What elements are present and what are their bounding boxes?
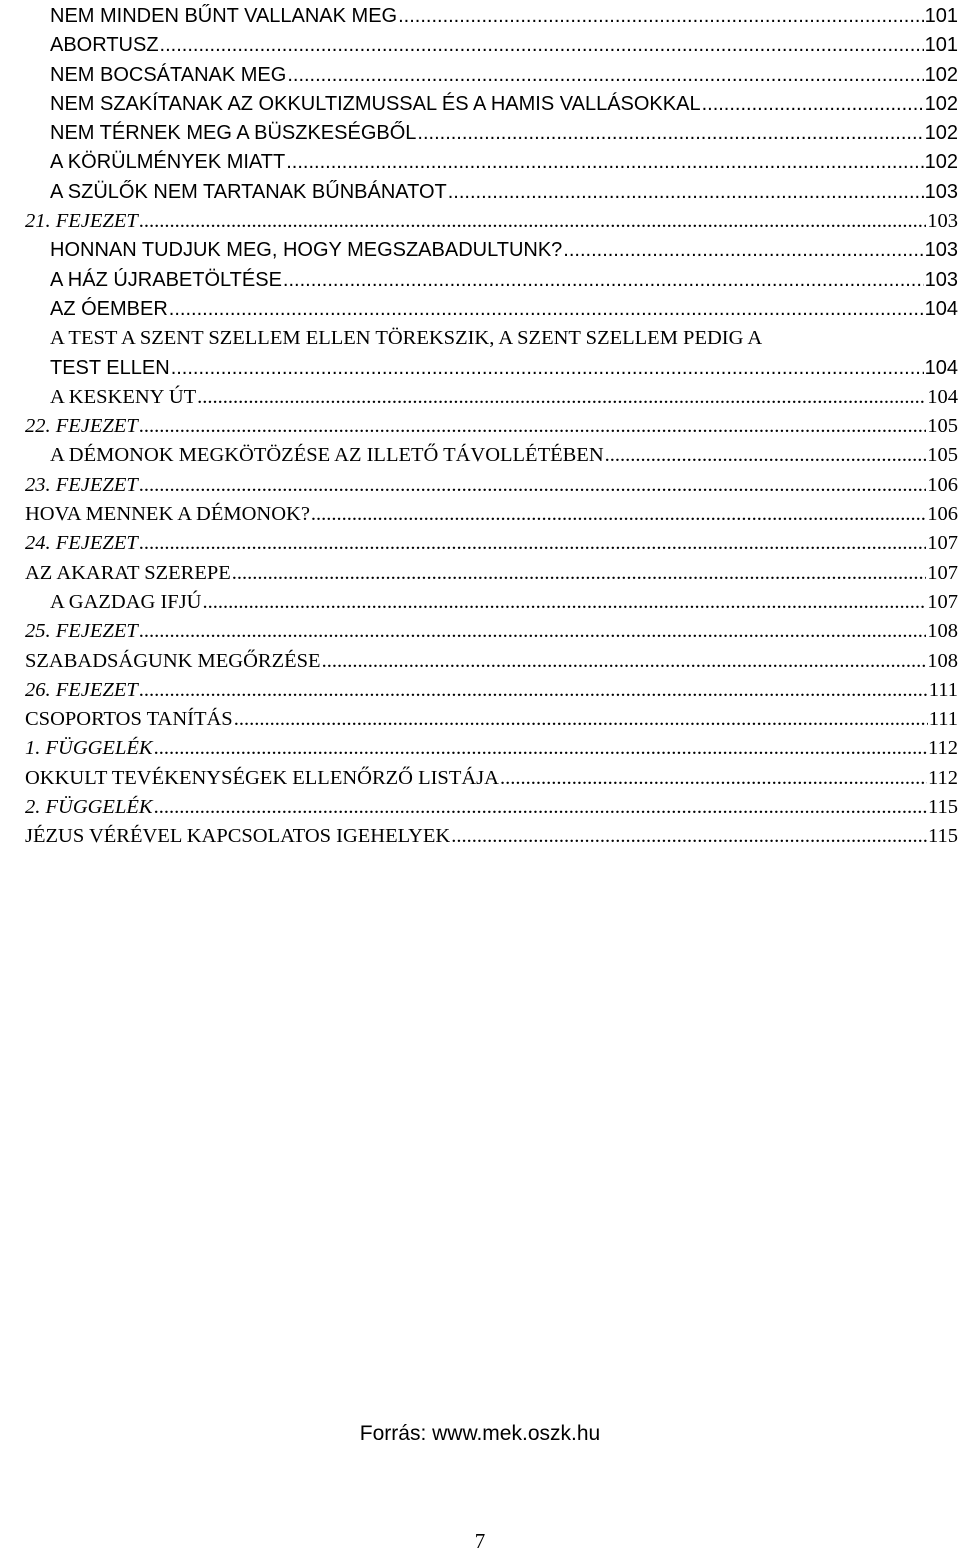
- toc-entry[interactable]: [25, 500, 960, 529]
- toc-leader-dots: [154, 793, 927, 822]
- toc-leader-dots: [702, 90, 924, 119]
- toc-entry-page: 102: [924, 92, 958, 115]
- toc-entry-label: 1. FÜGGELÉK: [25, 737, 153, 760]
- toc-entry-label: A KESKENY ÚT: [50, 385, 197, 408]
- toc-leader-dots: [417, 119, 923, 148]
- toc-leader-dots: [139, 207, 927, 236]
- toc-entry[interactable]: [25, 412, 960, 441]
- toc-leader-dots: [311, 500, 926, 529]
- toc-leader-dots: [283, 266, 924, 295]
- toc-entry-label: OKKULT TEVÉKENYSÉGEK ELLENŐRZŐ LISTÁJA: [25, 766, 499, 789]
- toc-entry[interactable]: [25, 705, 960, 734]
- toc-entry-label: AZ ÓEMBER: [50, 297, 168, 320]
- toc-leader-dots: [139, 617, 927, 646]
- toc-leader-dots: [171, 354, 924, 383]
- toc-entry[interactable]: [25, 529, 960, 558]
- toc-entry-page: 115: [928, 825, 958, 848]
- toc-entry[interactable]: [25, 207, 960, 236]
- toc-entry-page: 104: [927, 385, 958, 408]
- toc-entry-label: 26. FEJEZET: [25, 678, 138, 701]
- toc-entry[interactable]: [50, 383, 960, 412]
- toc-entry[interactable]: [25, 617, 960, 646]
- toc-entry[interactable]: [25, 764, 960, 793]
- toc-entry-page: 103: [924, 239, 958, 262]
- toc-entry[interactable]: [50, 148, 960, 177]
- toc-leader-dots: [154, 734, 927, 763]
- toc-entry-label: 25. FEJEZET: [25, 620, 138, 643]
- source-note: Forrás: www.mek.oszk.hu: [359, 1422, 601, 1445]
- toc-entry-label: NEM MINDEN BŰNT VALLANAK MEG: [50, 5, 398, 27]
- toc-leader-dots: [139, 529, 927, 558]
- toc-entry-label: HOVA MENNEK A DÉMONOK?: [25, 503, 310, 526]
- toc-entry-label: A TEST A SZENT SZELLEM ELLEN TÖREKSZIK, A SZENT SZELLEM PEDIG A: [50, 327, 763, 350]
- toc-leader-dots: [451, 822, 927, 851]
- toc-entry-page: 107: [927, 590, 958, 613]
- toc-leader-dots: [287, 61, 923, 90]
- toc-leader-dots: [139, 471, 927, 500]
- toc-entry-page: 112: [928, 766, 958, 789]
- toc-entry[interactable]: [50, 178, 960, 207]
- toc-entry[interactable]: [50, 2, 960, 31]
- toc-entry[interactable]: [25, 676, 960, 705]
- toc-entry-page: 102: [924, 63, 958, 86]
- toc-entry[interactable]: [25, 822, 960, 851]
- toc-leader-dots: [563, 236, 923, 265]
- toc-leader-dots: [160, 31, 924, 60]
- toc-entry-page: 115: [928, 796, 958, 819]
- toc-entry-label: 23. FEJEZET: [25, 473, 138, 496]
- toc-entry-page: 111: [928, 678, 958, 701]
- toc-entry[interactable]: [25, 471, 960, 500]
- toc-entry-label: A DÉMONOK MEGKÖTÖZÉSE AZ ILLETŐ TÁVOLLÉTÉBEN: [50, 444, 604, 467]
- toc-entry[interactable]: [25, 793, 960, 822]
- toc-entry-page: 107: [927, 561, 958, 584]
- toc-entry[interactable]: [50, 31, 960, 60]
- toc-entry-label: CSOPORTOS TANÍTÁS: [25, 708, 233, 731]
- toc-entry[interactable]: [50, 61, 960, 90]
- toc-leader-dots: [448, 178, 924, 207]
- page-number: 7: [474, 1529, 486, 1553]
- toc-entry-label: NEM BOCSÁTANAK MEG: [50, 63, 287, 86]
- toc-entry-page: 105: [927, 415, 958, 438]
- toc-leader-dots: [286, 148, 923, 177]
- toc-entry-label: NEM TÉRNEK MEG A BÜSZKESÉGBŐL: [50, 122, 417, 145]
- toc-entry[interactable]: [50, 266, 960, 295]
- toc-entry[interactable]: [50, 441, 960, 470]
- toc-entry-page: 106: [927, 503, 958, 526]
- toc-entry-label: A HÁZ ÚJRABETÖLTÉSE: [50, 268, 282, 291]
- toc-leader-dots: [232, 559, 926, 588]
- toc-entry-label: ABORTUSZ: [50, 34, 159, 57]
- toc-entry-label: AZ AKARAT SZEREPE: [25, 561, 231, 584]
- toc-entry-label: SZABADSÁGUNK MEGŐRZÉSE: [25, 649, 321, 672]
- toc-entry[interactable]: [50, 588, 960, 617]
- toc-leader-dots: [322, 647, 927, 676]
- toc-entry[interactable]: [25, 559, 960, 588]
- toc-entry[interactable]: [50, 119, 960, 148]
- toc-entry-label: TEST ELLEN: [50, 356, 170, 379]
- toc-entry-page: 108: [927, 649, 958, 672]
- toc-entry-label: A KÖRÜLMÉNYEK MIATT: [50, 151, 286, 174]
- toc-entry-page: 107: [927, 532, 958, 555]
- toc-entry-page: 103: [927, 210, 958, 233]
- toc-leader-dots: [197, 383, 926, 412]
- toc-entry-label: A GAZDAG IFJÚ: [50, 590, 202, 613]
- toc-entry[interactable]: [50, 324, 960, 353]
- toc-entry-page: 112: [928, 737, 958, 760]
- toc-entry-page: 102: [924, 122, 958, 145]
- toc-entry[interactable]: [50, 236, 960, 265]
- toc-leader-dots: [234, 705, 928, 734]
- toc-entry[interactable]: [50, 90, 960, 119]
- toc-entry-page: 103: [924, 268, 958, 291]
- toc-leader-dots: [139, 412, 927, 441]
- toc-entry-page: 101: [924, 5, 958, 27]
- toc-entry[interactable]: [25, 734, 960, 763]
- toc-entry-page: 105: [927, 444, 958, 467]
- toc-entry-label: 24. FEJEZET: [25, 532, 138, 555]
- toc-entry-page: 101: [924, 34, 958, 57]
- toc-entry-label: 2. FÜGGELÉK: [25, 796, 153, 819]
- toc-entry-label: 22. FEJEZET: [25, 415, 138, 438]
- toc-leader-dots: [169, 295, 924, 324]
- toc-entry-page: 108: [927, 620, 958, 643]
- toc-entry-label: A SZÜLŐK NEM TARTANAK BŰNBÁNATOT: [50, 180, 447, 203]
- toc-entry-label: JÉZUS VÉRÉVEL KAPCSOLATOS IGEHELYEK: [25, 825, 451, 848]
- toc-entry-label: HONNAN TUDJUK MEG, HOGY MEGSZABADULTUNK?: [50, 239, 563, 262]
- table-of-contents: [0, 2, 960, 852]
- toc-entry-page: 102: [924, 151, 958, 174]
- toc-entry-page: 106: [927, 473, 958, 496]
- toc-entry[interactable]: [25, 647, 960, 676]
- toc-entry-label: NEM SZAKÍTANAK AZ OKKULTIZMUSSAL ÉS A HAMIS VALLÁSOKKAL: [50, 92, 701, 115]
- toc-leader-dots: [398, 2, 924, 31]
- toc-entry[interactable]: [50, 354, 960, 383]
- toc-entry-page: 103: [924, 180, 958, 203]
- toc-entry[interactable]: [50, 295, 960, 324]
- toc-entry-page: 104: [924, 356, 958, 379]
- toc-leader-dots: [202, 588, 926, 617]
- toc-entry-page: 111: [928, 708, 958, 731]
- toc-entry-page: 104: [924, 297, 958, 320]
- toc-leader-dots: [500, 764, 927, 793]
- toc-leader-dots: [139, 676, 928, 705]
- toc-leader-dots: [605, 441, 927, 470]
- toc-entry-label: 21. FEJEZET: [25, 210, 138, 233]
